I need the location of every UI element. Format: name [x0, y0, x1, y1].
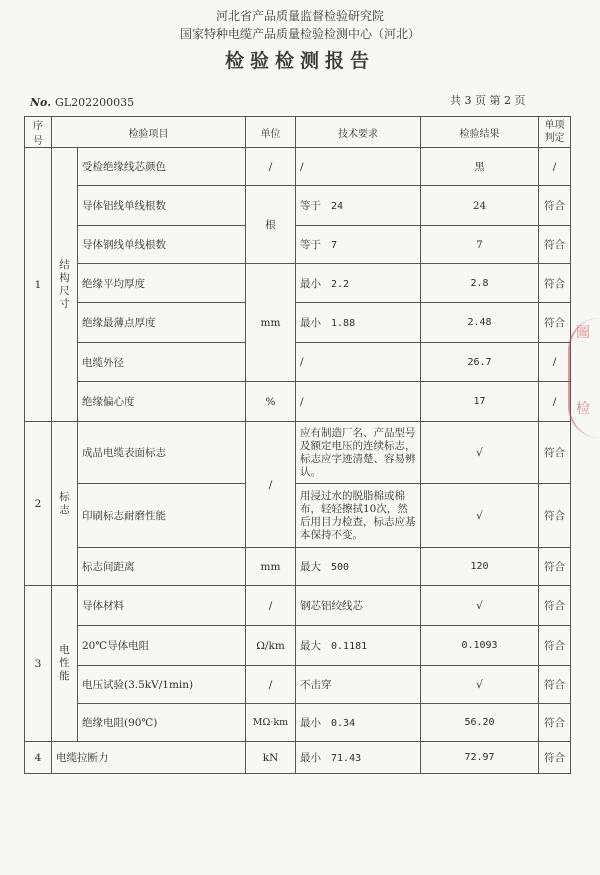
stamp-char: 检 — [576, 401, 590, 417]
req-kind: / — [300, 160, 304, 173]
item-requirement: 应有制造厂名、产品型号及额定电压的连续标志，标志应字迹清楚、容易辨认。 — [296, 422, 421, 484]
item-judgement: 符合 — [539, 422, 571, 484]
item-name: 标志间距离 — [78, 548, 246, 586]
group-name: 结构尺寸 — [52, 148, 78, 422]
item-result: √ — [421, 666, 539, 704]
item-result: 72.97 — [421, 742, 539, 774]
item-result: 黑 — [421, 148, 539, 186]
item-result: 2.8 — [421, 264, 539, 303]
item-judgement: 符合 — [539, 186, 571, 226]
item-result: 120 — [421, 548, 539, 586]
req-kind: / — [300, 356, 304, 368]
item-name: 成品电缆表面标志 — [78, 422, 246, 484]
item-unit: MΩ·km — [246, 704, 296, 742]
item-unit: / — [246, 148, 296, 186]
table-row — [25, 484, 571, 548]
item-name: 印刷标志耐磨性能 — [78, 484, 246, 548]
item-requirement — [296, 704, 421, 742]
item-unit: Ω/km — [246, 626, 296, 666]
item-requirement: 不击穿 — [296, 666, 421, 704]
item-unit: / — [246, 666, 296, 704]
col-header-judgement: 单项判定 — [539, 117, 571, 148]
col-header-unit: 单位 — [246, 117, 296, 148]
item-name: 20℃导体电阻 — [78, 626, 246, 666]
req-value: 1.88 — [331, 318, 356, 329]
item-name: 绝缘偏心度 — [78, 382, 246, 422]
item-requirement: 钢芯铝绞线芯 — [296, 586, 421, 626]
req-value: 71.43 — [331, 753, 362, 764]
item-requirement — [296, 382, 421, 422]
item-judgement: 符合 — [539, 666, 571, 704]
table-row — [25, 742, 571, 774]
center-name: 国家特种电缆产品质量检验检测中心（河北） — [179, 27, 420, 41]
table-row — [25, 422, 571, 484]
item-name: 绝缘最薄点厚度 — [78, 303, 246, 343]
table-row — [25, 382, 571, 422]
req-kind: 最小 — [300, 317, 321, 329]
item-name: 导体钢线单线根数 — [78, 226, 246, 264]
group-seq: 4 — [25, 742, 52, 774]
col-header-item: 检验项目 — [52, 117, 246, 148]
page-info: 共 3 页 第 2 页 — [450, 94, 526, 107]
table-row — [25, 548, 571, 586]
group-name: 电性能 — [52, 586, 78, 742]
item-judgement: 符合 — [539, 226, 571, 264]
item-judgement: 符合 — [539, 586, 571, 626]
item-requirement — [296, 343, 421, 382]
item-result: √ — [421, 422, 539, 484]
table-row — [25, 303, 571, 343]
item-judgement: 符合 — [539, 742, 571, 774]
item-unit: % — [246, 382, 296, 422]
item-requirement — [296, 264, 421, 303]
req-kind: 最大 — [300, 561, 321, 573]
item-requirement — [296, 186, 421, 226]
col-header-result: 检验结果 — [421, 117, 539, 148]
seal-stamp — [568, 318, 600, 438]
item-result: 2.48 — [421, 303, 539, 343]
table-row — [25, 704, 571, 742]
item-result: √ — [421, 484, 539, 548]
table-row — [25, 666, 571, 704]
item-name: 绝缘平均厚度 — [78, 264, 246, 303]
item-requirement — [296, 148, 421, 186]
table-header-row — [25, 117, 571, 148]
item-judgement: / — [539, 343, 571, 382]
item-unit: mm — [246, 548, 296, 586]
item-result: 56.20 — [421, 704, 539, 742]
table-row — [25, 586, 571, 626]
item-requirement: 用浸过水的脱脂棉或棉布，轻轻擦拭10次，然后用目力检查，标志应基本保持不变。 — [296, 484, 421, 548]
stamp-char: 圖 — [576, 325, 590, 341]
item-judgement: 符合 — [539, 548, 571, 586]
table-row — [25, 148, 571, 186]
table-row — [25, 343, 571, 382]
req-kind: 最大 — [300, 640, 321, 652]
item-requirement — [296, 548, 421, 586]
req-kind: 最小 — [300, 752, 321, 764]
req-value: 0.34 — [331, 718, 356, 729]
col-header-seq: 序号 — [25, 117, 52, 148]
item-result: √ — [421, 586, 539, 626]
item-unit: / — [246, 422, 296, 548]
item-judgement: 符合 — [539, 264, 571, 303]
item-judgement: 符合 — [539, 303, 571, 343]
table-row — [25, 264, 571, 303]
req-value: 500 — [331, 562, 350, 573]
req-value: 0.1181 — [331, 641, 368, 652]
item-unit: kN — [246, 742, 296, 774]
req-kind: 最小 — [300, 277, 321, 290]
item-judgement: 符合 — [539, 704, 571, 742]
report-number — [30, 96, 134, 109]
item-unit: 根 — [246, 186, 296, 264]
table-row — [25, 226, 571, 264]
req-kind: 等于 — [300, 239, 321, 251]
req-value: 24 — [331, 201, 344, 212]
item-result: 7 — [421, 226, 539, 264]
item-requirement — [296, 742, 421, 774]
group-seq: 3 — [25, 586, 52, 742]
item-requirement — [296, 626, 421, 666]
req-kind: 等于 — [300, 200, 321, 212]
report-title: 检验检测报告 — [224, 50, 375, 72]
table-row — [25, 186, 571, 226]
item-requirement — [296, 226, 421, 264]
report-number-value: GL202200035 — [55, 96, 135, 109]
item-judgement: 符合 — [539, 484, 571, 548]
report-number-prefix: No. — [30, 96, 52, 109]
item-judgement: 符合 — [539, 626, 571, 666]
req-kind: 最小 — [300, 717, 321, 729]
req-value: 7 — [331, 240, 338, 251]
group-name: 标志 — [52, 422, 78, 586]
institute-name: 河北省产品质量监督检验研究院 — [215, 9, 384, 23]
item-result: 24 — [421, 186, 539, 226]
item-result: 0.1093 — [421, 626, 539, 666]
item-name: 绝缘电阻(90℃) — [78, 704, 246, 742]
item-name: 受检绝缘线芯颜色 — [78, 148, 246, 186]
item-name: 导体材料 — [78, 586, 246, 626]
group-seq: 2 — [25, 422, 52, 586]
item-name: 电缆外径 — [78, 343, 246, 382]
item-unit: mm — [246, 264, 296, 382]
item-result: 26.7 — [421, 343, 539, 382]
group-name: 电缆拉断力 — [52, 742, 246, 774]
req-value: 2.2 — [331, 278, 350, 290]
item-judgement: / — [539, 382, 571, 422]
req-kind: / — [300, 395, 304, 408]
item-unit: / — [246, 586, 296, 626]
item-result: 17 — [421, 382, 539, 422]
table-row — [25, 626, 571, 666]
inspection-table — [24, 116, 571, 774]
item-name: 电压试验(3.5kV/1min) — [78, 666, 246, 704]
col-header-requirement: 技术要求 — [296, 117, 421, 148]
item-name: 导体铝线单线根数 — [78, 186, 246, 226]
group-seq: 1 — [25, 148, 52, 422]
item-judgement: / — [539, 148, 571, 186]
item-requirement — [296, 303, 421, 343]
